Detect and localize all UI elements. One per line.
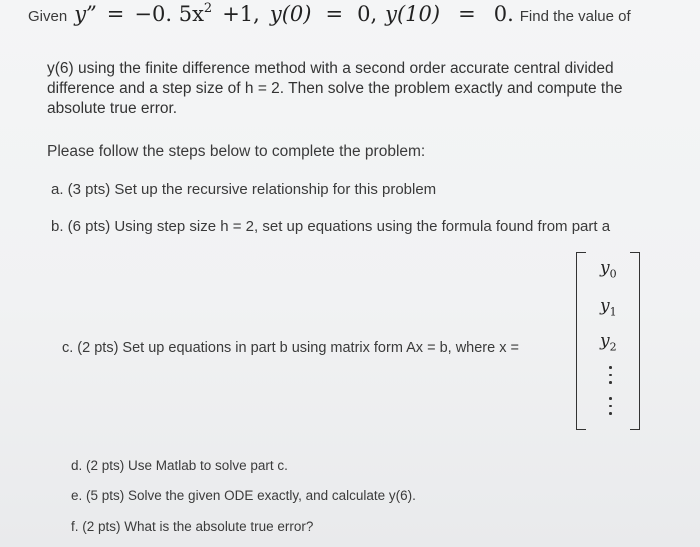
equation-equals-2: =: [325, 2, 344, 26]
boundary-condition-2: y(10): [385, 2, 441, 26]
vector-left-bracket: [576, 252, 586, 430]
header-tail-text: Find the value of: [519, 8, 631, 25]
equation-exponent: 2: [203, 1, 213, 16]
description-line-2: difference and a step size of h = 2. Then solve the problem exactly and compute the: [47, 80, 623, 97]
boundary-condition-1: y(0): [269, 2, 312, 26]
problem-description: [47, 59, 687, 119]
vector-entry-y0: $y_0$: [600, 258, 617, 281]
vector-entry-y1: $y_1$: [600, 296, 617, 319]
description-line-1: y(6) using the finite difference method with a second order accurate central divided: [47, 60, 614, 77]
part-a: a. (3 pts) Set up the recursive relationship for this problem: [51, 181, 437, 198]
equation-plus-one: +1,: [222, 2, 260, 26]
vector-right-bracket: [630, 252, 640, 430]
boundary-value-2: 0.: [493, 2, 514, 26]
problem-header: [28, 2, 635, 36]
vector-ellipsis-1: [609, 366, 613, 389]
part-d: d. (2 pts) Use Matlab to solve part c.: [71, 458, 288, 473]
part-c: c. (2 pts) Set up equations in part b using matrix form Ax = b, where x =: [62, 340, 519, 356]
part-b: b. (6 pts) Using step size h = 2, set up equations using the formula found from part a: [51, 218, 611, 235]
equation-equals-1: =: [106, 2, 125, 26]
vector-ellipsis-2: [609, 397, 613, 420]
equation-lhs: y”: [74, 2, 97, 26]
equation-rhs: −0. 5x: [134, 2, 204, 26]
part-f: f. (2 pts) What is the absolute true error?: [71, 519, 314, 534]
given-label: Given: [28, 8, 68, 25]
vector-entry-y2: $y_2$: [600, 331, 617, 354]
description-line-3: absolute true error.: [47, 100, 178, 117]
part-e: e. (5 pts) Solve the given ODE exactly, and calculate y(6).: [71, 488, 416, 503]
boundary-value-1: 0,: [357, 2, 378, 26]
instructions-text: Please follow the steps below to complete the problem:: [47, 143, 426, 160]
solution-vector: [576, 252, 640, 428]
equation-equals-3: =: [458, 2, 476, 26]
